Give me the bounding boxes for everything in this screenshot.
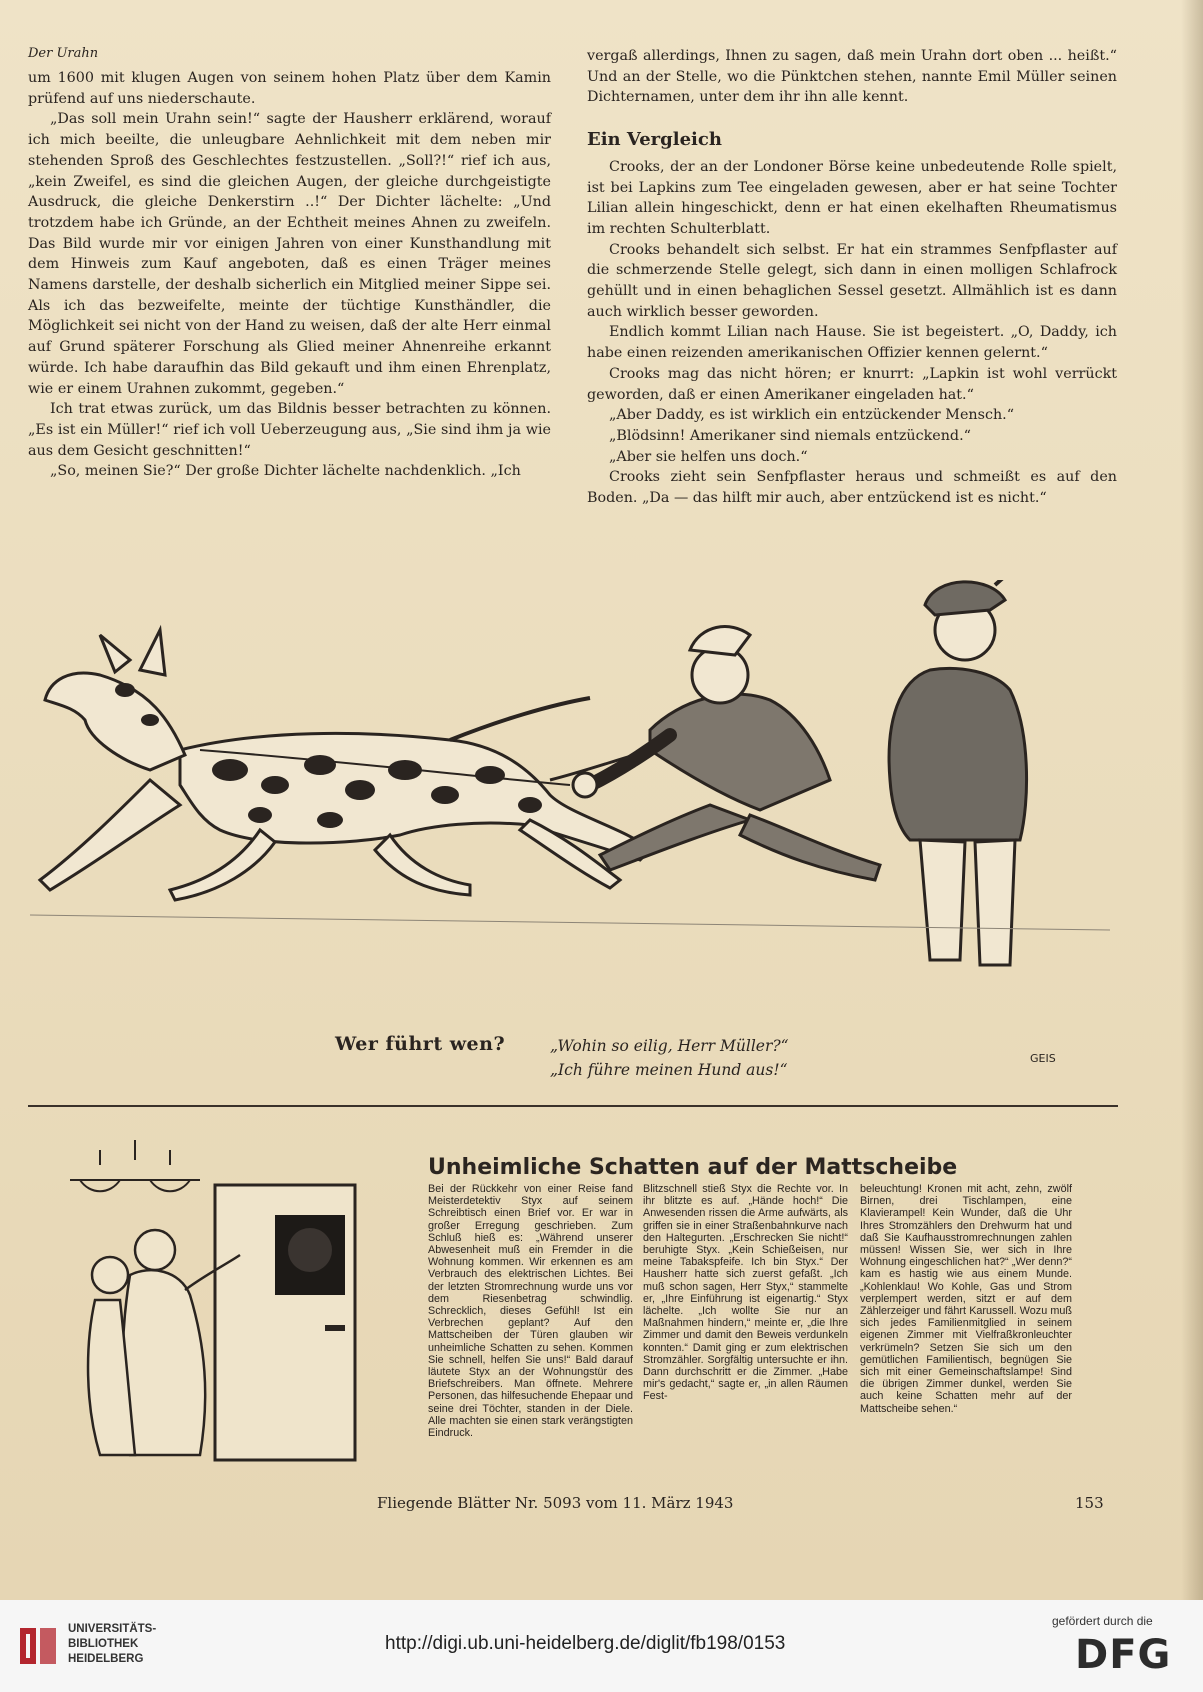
paragraph: Ich trat etwas zurück, um das Bildnis besser betrachten zu können. „Es ist ein Müller!“ rief ich voll Ueberzeugung aus, „Sie sind ihm ja wie aus dem Gesicht geschnitten!“ bbox=[28, 401, 551, 459]
dfg-logo: DFG bbox=[1075, 1632, 1172, 1678]
paragraph: Crooks behandelt sich selbst. Er hat ein strammes Senfpflaster auf die schmerzende Stelle gelegt, sich dann in einen molligen Schlafrock gehüllt und in einen behaglichen Sessel gesetzt. Allmählich ist es dann auch wirklich besser geworden. bbox=[587, 241, 1117, 320]
paragraph: Crooks, der an der Londoner Börse keine unbedeutende Rolle spielt, ist bei Lapkins zum Tee eingeladen gewesen, aber er hat seine Tochter Lilian allein hingeschickt, denn er hat einen ekelhaften Rheumatismus im rechten Schulterblatt. bbox=[587, 158, 1117, 237]
funding-label: gefördert durch die bbox=[1052, 1614, 1153, 1628]
paragraph: „Blödsinn! Amerikaner sind niemals entzückend.“ bbox=[609, 427, 971, 444]
cartoon-line-2: „Ich führe meinen Hund aus!“ bbox=[550, 1061, 788, 1079]
paragraph: „Aber sie helfen uns doch.“ bbox=[609, 448, 808, 465]
article-text: Blitzschnell stieß Styx die Rechte vor. In ihr blitzte es auf. „Hände hoch!“ Die Anwesenden rissen die Arme aufwärts, als griffen sie in einer Straßenbahnkurve nach den Haltegurten. „Erschrecken Sie nicht!“ beruhigte Styx. „Kein Schießeisen, nur meine Tabakspfeife. Ich bin Styx.“ Der Hausherr hatte sich zuerst gefaßt. „Ich muß schon sagen, Herr Styx,“ stammelte er, „Ihre Einführung ist eigenartig.“ Styx lächelte. „Ich wollte Sie nur an Maßnahmen hindern,“ meinte er, „die Ihre Zimmer und damit den Beweis verdunkeln konnten.“ Damit ging er zum elektrischen Stromzähler. Sorgfältig untersuchte er ihn. Dann durchschritt er die Zimmer. „Habe mir's gedacht,“ sagte er, „in allen Räumen Fest- bbox=[643, 1183, 848, 1403]
institution-line: UNIVERSITÄTS- bbox=[68, 1623, 157, 1635]
institution-line: BIBLIOTHEK bbox=[68, 1638, 139, 1650]
paragraph: um 1600 mit klugen Augen von seinem hohen Platz über dem Kamin prüfend auf uns niederschaute. bbox=[28, 70, 551, 107]
section-divider bbox=[28, 1105, 1118, 1107]
cartoon-dialogue bbox=[550, 1034, 789, 1082]
institution-name bbox=[68, 1622, 156, 1667]
university-library-logo-icon bbox=[18, 1624, 60, 1668]
institution-line: HEIDELBERG bbox=[68, 1653, 144, 1665]
paragraph: Endlich kommt Lilian nach Hause. Sie ist begeistert. „O, Daddy, ich habe einen reizenden amerikanischen Offizier kennen gelernt.“ bbox=[587, 324, 1117, 362]
cartoon-title: Wer führt wen? bbox=[335, 1033, 506, 1055]
shadow-figure bbox=[288, 1228, 332, 1272]
paragraph: Crooks mag das nicht hören; er knurrt: „Lapkin ist wohl verrückt geworden, daß er einen Amerikaner eingeladen hat.“ bbox=[587, 365, 1117, 403]
article-title: Unheimliche Schatten auf der Mattscheibe bbox=[428, 1155, 958, 1180]
artist-signature: GEIS bbox=[1030, 1052, 1056, 1065]
standing-man-illustration bbox=[889, 580, 1040, 965]
running-head: Der Urahn bbox=[28, 46, 99, 61]
article-text: Bei der Rückkehr von einer Reise fand Meisterdetektiv Styx auf seinem Schreibtisch einen Brief vor. Er war in großer Erregung geschrieben. Zum Schluß hieß es: „Während unserer Abwesenheit muß ein Fremder in die Wohnung kommen. Wir erkennen es am Verbrauch des elektrischen Lichtes. Bei der letzten Stromrechnung wurde uns vor dem Riesenbetrag schwindlig. Schrecklich, dieses Gefühl! Ist ein Verbrechen geplant? Auf den Mattscheiben der Türen glauben wir unheimliche Schatten zu sehen. Kommen Sie schnell, helfen Sie uns!“ Bald darauf läutete Styx an der Wohnungstür des Briefschreibers. Man öffnete. Mehrere Personen, das hilfesuchende Ehepaar und seine drei Töchter, standen in der Diele. Alle machten sie einen stark verängstigten Eindruck. bbox=[428, 1183, 633, 1440]
cartoon-line-1: „Wohin so eilig, Herr Müller?“ bbox=[550, 1037, 789, 1055]
section-title: Ein Vergleich bbox=[587, 129, 722, 151]
door-scene-illustration bbox=[40, 1125, 410, 1470]
viewer-bar bbox=[0, 1600, 1203, 1692]
chandelier-icon bbox=[70, 1140, 200, 1191]
paragraph: vergaß allerdings, Ihnen zu sagen, daß mein Urahn dort oben ... heißt.“ Und an der Stelle, wo die Pünktchen stehen, nannte Emil Müller seinen Dichternamen, unter dem ihr ihn alle kennt. bbox=[587, 48, 1117, 106]
page-number: 153 bbox=[1075, 1494, 1104, 1512]
issue-info: Fliegende Blätter Nr. 5093 vom 11. März 1943 bbox=[377, 1494, 734, 1512]
left-text-column bbox=[28, 68, 551, 482]
paragraph: Crooks zieht sein Senfpflaster heraus und schmeißt es auf den Boden. „Da — das hilft mir auch, aber entzückend ist es nicht.“ bbox=[587, 469, 1117, 507]
dog-illustration bbox=[40, 630, 670, 900]
paragraph: „Das soll mein Urahn sein!“ sagte der Hausherr erklärend, worauf ich mich beeilte, die unleugbare Aehnlichkeit mit dem neben mir stehenden Sproß des Geschlechtes festzustellen. „Soll?!“ rief ich aus, „kein Zweifel, es sind die gleichen Augen, der gleiche durchgeistigte Ausdruck, die gleiche Denkerstirn ..!“ Der Dichter lächelte: „Und trotzdem habe ich Gründe, an der Echtheit meines Ahnen zu zweifeln. Das Bild wurde mir vor einigen Jahren von einer Kunsthandlung mit dem Hinweis zum Kauf angeboten, daß es einen Träger meines Namens darstelle, der deshalb sicherlich ein Mitglied meiner Sippe sei. Als ich das bezweifelte, meinte der tüchtige Kunsthändler, die Möglichkeit sei nicht von der Hand zu weisen, daß der alte Herr einmal auf Grund späterer Forschung als Glied meiner Ahnenreihe erkannt würde. Ich habe daraufhin das Bild gekauft und ihm einen Ehrenplatz, wie er einem Urahnen zukommt, gegeben.“ bbox=[28, 111, 551, 397]
article-column-1 bbox=[428, 1183, 633, 1439]
right-text-column bbox=[587, 46, 1117, 509]
paragraph: „Aber Daddy, es ist wirklich ein entzückender Mensch.“ bbox=[609, 407, 1015, 424]
article-column-2 bbox=[643, 1183, 848, 1403]
article-column-3 bbox=[860, 1183, 1072, 1415]
source-url-link[interactable]: http://digi.ub.uni-heidelberg.de/diglit/fb198/0153 bbox=[385, 1633, 786, 1654]
paragraph: „So, meinen Sie?“ Der große Dichter lächelte nachdenklich. „Ich bbox=[50, 463, 521, 480]
article-text: beleuchtung! Kronen mit acht, zehn, zwölf Birnen, drei Tischlampen, eine Klavierampel! Kein Wunder, daß die Uhr Ihres Stromzählers den Drehwurm hat und daß Sie Kaufhausstromrechnungen zahlen müssen! Wissen Sie, wer sich in Ihre Wohnung eingeschlichen hat?“ „Wer denn?“ kam es hastig wie aus einem Munde. „Kohlenklau! Wo Kohle, Gas und Strom verplempert werden, sitzt er auf dem Zählerzeiger und fährt Karussell. Wozu muß sich jedes Familienmitglied in seinem eigenen Zimmer mit Vielfraßkronleuchter verkrümeln? Setzen Sie sich um den gemütlichen Familientisch, begnügen Sie sich mit einer Gemeinschaftslampe! Sind die übrigen Zimmer dunkel, werden Sie auch keine Schatten mehr auf der Mattscheibe sehen.“ bbox=[860, 1183, 1072, 1415]
door-handle bbox=[325, 1325, 345, 1331]
dog-walk-cartoon bbox=[30, 580, 1120, 1050]
